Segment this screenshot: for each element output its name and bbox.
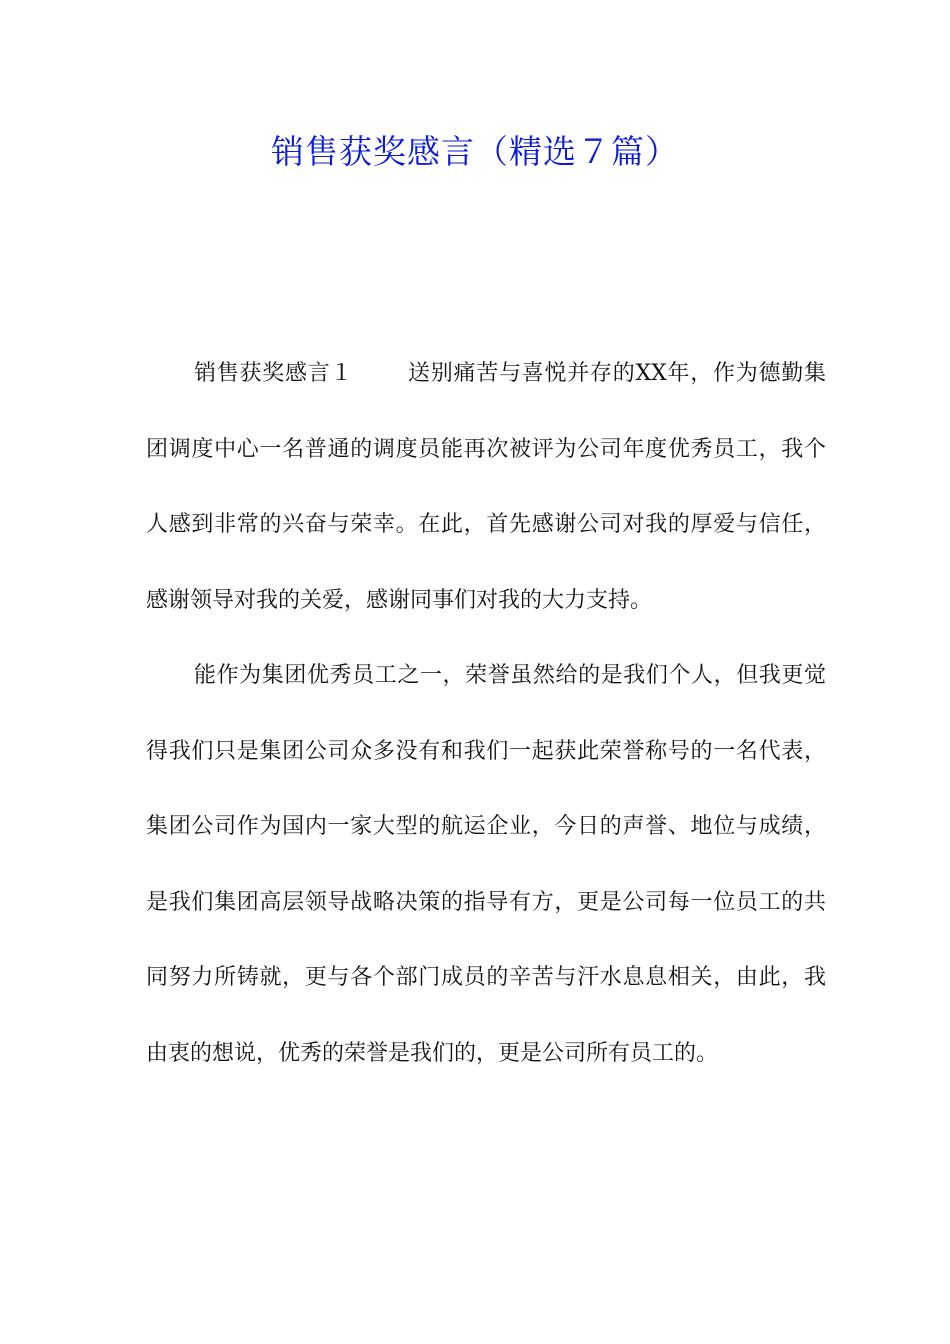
paragraph-1	[146, 336, 826, 638]
paragraph-2-text: 能作为集团优秀员工之一，荣誉虽然给的是我们个人，但我更觉得我们只是集团公司众多没有和我们一起获此荣誉称号的一名代表，集团公司作为国内一家大型的航运企业，今日的声誉、地位与成绩，是我们集团高层领导战略决策的指导有方，更是公司每一位员工的共同努力所铸就，更与各个部门成员的辛苦与汗水息息相关，由此，我由衷的想说，优秀的荣誉是我们的，更是公司所有员工的。	[146, 663, 826, 1066]
paragraph-1-text: 送别痛苦与喜悦并存的XX年，作为德勤集团调度中心一名普通的调度员能再次被评为公司年度优秀员工，我个人感到非常的兴奋与荣幸。在此，首先感谢公司对我的厚爱与信任，感谢领导对我的关爱，感谢同事们对我的大力支持。	[146, 361, 826, 613]
document-body	[146, 336, 826, 1091]
paragraph-2	[146, 638, 826, 1091]
paragraph-1-heading: 销售获奖感言１	[194, 361, 354, 386]
document-title: 销售获奖感言（精选７篇）	[271, 132, 679, 171]
